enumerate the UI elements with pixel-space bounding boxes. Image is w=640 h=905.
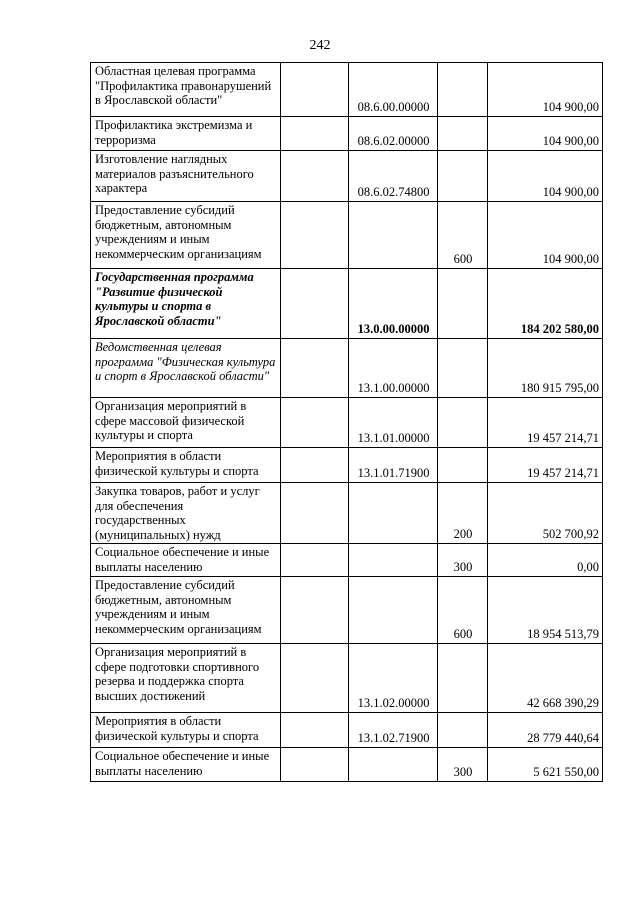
row-code: 13.1.01.00000 — [349, 398, 438, 448]
row-name: Социальное обеспечение и иные выплаты населению — [91, 544, 281, 577]
table-row — [91, 577, 603, 644]
row-code: 08.6.02.00000 — [349, 117, 438, 151]
row-expense-type — [438, 269, 488, 339]
row-name: Закупка товаров, работ и услуг для обеспечения государственных (муниципальных) нужд — [91, 483, 281, 544]
empty-cell — [281, 339, 349, 398]
empty-cell — [281, 63, 349, 117]
row-code — [349, 748, 438, 782]
table-row — [91, 483, 603, 544]
empty-cell — [281, 202, 349, 269]
row-expense-type: 600 — [438, 202, 488, 269]
row-name: Государственная программа "Развитие физической культуры и спорта в Ярославской области" — [91, 269, 281, 339]
row-amount: 19 457 214,71 — [488, 448, 603, 483]
row-amount: 5 621 550,00 — [488, 748, 603, 782]
empty-cell — [281, 483, 349, 544]
page-number: 242 — [309, 38, 331, 53]
row-amount: 104 900,00 — [488, 202, 603, 269]
row-code: 08.6.00.00000 — [349, 63, 438, 117]
row-code: 13.1.00.00000 — [349, 339, 438, 398]
row-expense-type — [438, 713, 488, 748]
row-amount: 104 900,00 — [488, 117, 603, 151]
row-expense-type: 300 — [438, 544, 488, 577]
table-row — [91, 339, 603, 398]
row-code: 13.0.00.00000 — [349, 269, 438, 339]
row-name: Областная целевая программа "Профилактика правонарушений в Ярославской области" — [91, 63, 281, 117]
table-row — [91, 117, 603, 151]
table-row — [91, 713, 603, 748]
row-name: Мероприятия в области физической культуры и спорта — [91, 713, 281, 748]
empty-cell — [281, 544, 349, 577]
row-expense-type: 600 — [438, 577, 488, 644]
budget-table-body — [91, 63, 603, 782]
row-amount: 184 202 580,00 — [488, 269, 603, 339]
row-expense-type — [438, 448, 488, 483]
empty-cell — [281, 151, 349, 202]
row-name: Ведомственная целевая программа "Физическая культура и спорт в Ярославской области" — [91, 339, 281, 398]
row-expense-type — [438, 644, 488, 713]
table-row — [91, 202, 603, 269]
empty-cell — [281, 748, 349, 782]
empty-cell — [281, 448, 349, 483]
table-row — [91, 748, 603, 782]
row-amount: 19 457 214,71 — [488, 398, 603, 448]
table-row — [91, 644, 603, 713]
row-code: 13.1.02.00000 — [349, 644, 438, 713]
row-amount: 42 668 390,29 — [488, 644, 603, 713]
empty-cell — [281, 644, 349, 713]
row-expense-type — [438, 398, 488, 448]
table-row — [91, 269, 603, 339]
row-name: Социальное обеспечение и иные выплаты населению — [91, 748, 281, 782]
empty-cell — [281, 398, 349, 448]
row-name: Организация мероприятий в сфере массовой физической культуры и спорта — [91, 398, 281, 448]
row-amount: 18 954 513,79 — [488, 577, 603, 644]
row-expense-type: 300 — [438, 748, 488, 782]
table-row — [91, 151, 603, 202]
row-expense-type — [438, 63, 488, 117]
row-amount: 180 915 795,00 — [488, 339, 603, 398]
row-expense-type — [438, 339, 488, 398]
empty-cell — [281, 269, 349, 339]
empty-cell — [281, 713, 349, 748]
budget-table — [90, 62, 603, 782]
row-code: 08.6.02.74800 — [349, 151, 438, 202]
row-name: Мероприятия в области физической культуры и спорта — [91, 448, 281, 483]
row-expense-type — [438, 151, 488, 202]
row-expense-type — [438, 117, 488, 151]
table-row — [91, 63, 603, 117]
row-code — [349, 202, 438, 269]
row-code — [349, 577, 438, 644]
row-name: Предоставление субсидий бюджетным, автономным учреждениям и иным некоммерческим организациям — [91, 202, 281, 269]
row-code: 13.1.01.71900 — [349, 448, 438, 483]
row-code: 13.1.02.71900 — [349, 713, 438, 748]
row-name: Профилактика экстремизма и терроризма — [91, 117, 281, 151]
row-amount: 502 700,92 — [488, 483, 603, 544]
row-name: Предоставление субсидий бюджетным, автономным учреждениям и иным некоммерческим организациям — [91, 577, 281, 644]
row-expense-type: 200 — [438, 483, 488, 544]
row-amount: 0,00 — [488, 544, 603, 577]
row-amount: 104 900,00 — [488, 63, 603, 117]
row-name: Изготовление наглядных материалов разъяснительного характера — [91, 151, 281, 202]
table-row — [91, 544, 603, 577]
row-amount: 104 900,00 — [488, 151, 603, 202]
table-row — [91, 398, 603, 448]
row-amount: 28 779 440,64 — [488, 713, 603, 748]
row-code — [349, 483, 438, 544]
table-row — [91, 448, 603, 483]
row-name: Организация мероприятий в сфере подготовки спортивного резерва и поддержка спорта высших достижений — [91, 644, 281, 713]
row-code — [349, 544, 438, 577]
empty-cell — [281, 117, 349, 151]
empty-cell — [281, 577, 349, 644]
